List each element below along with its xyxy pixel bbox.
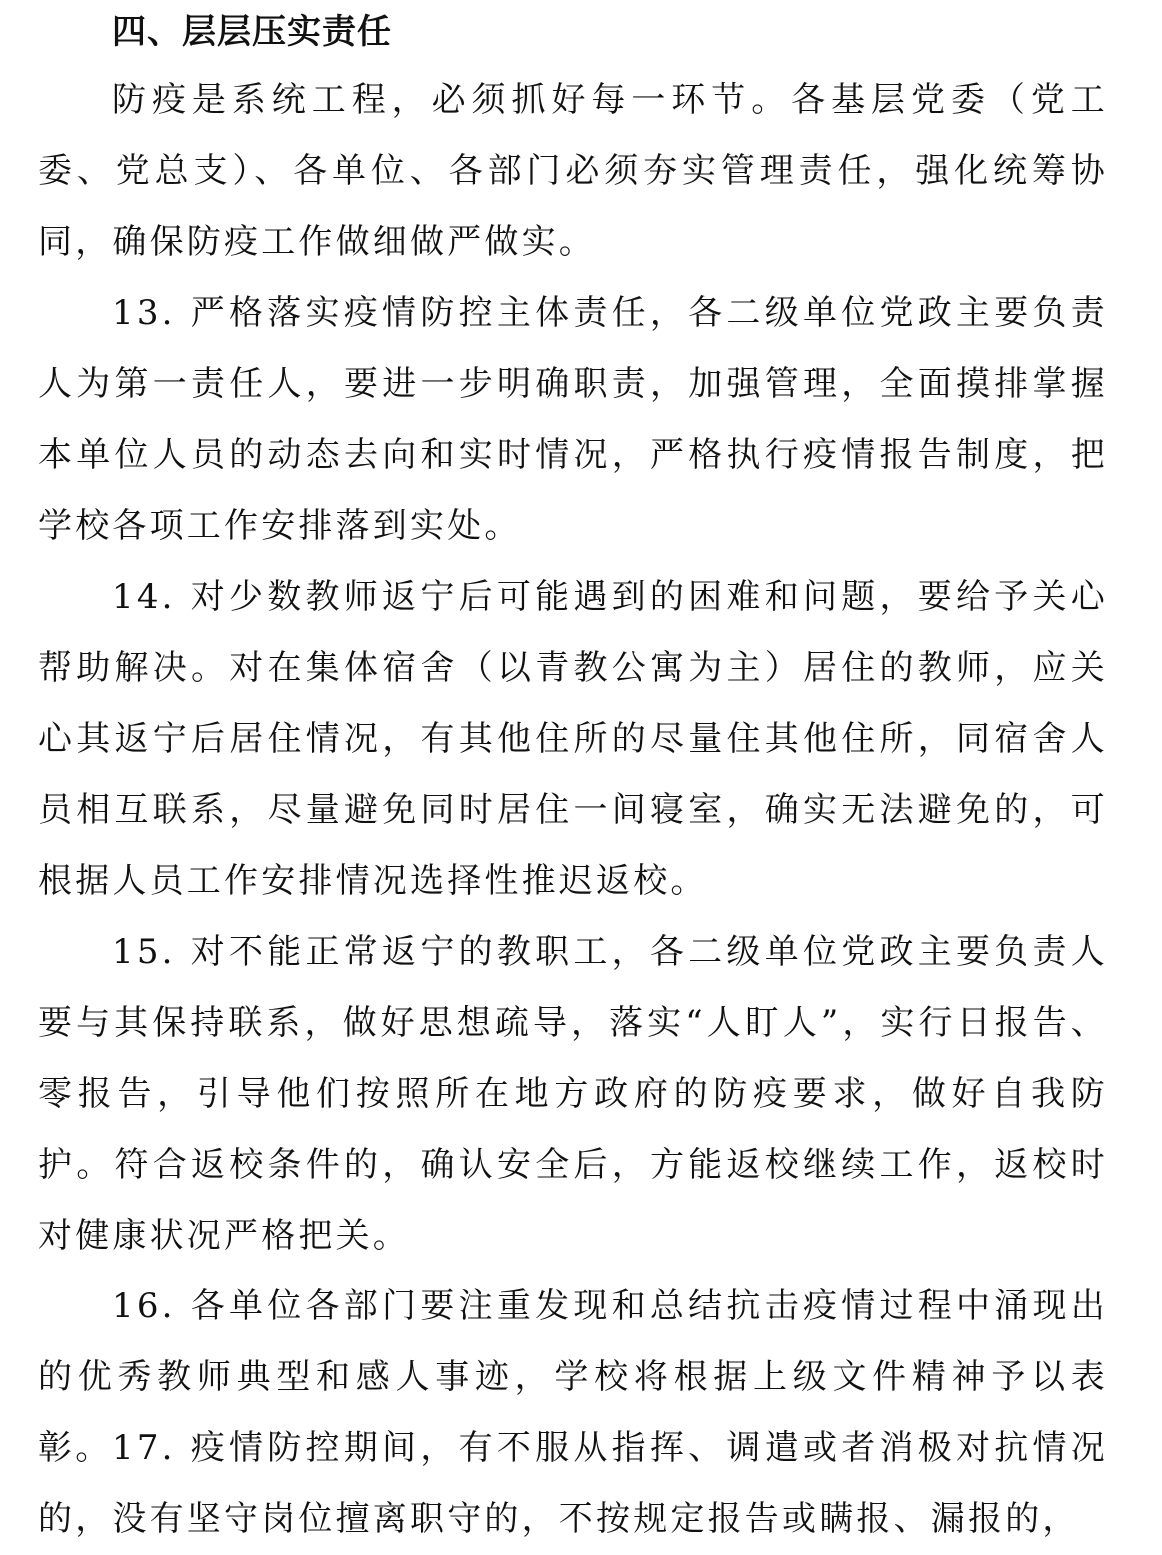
section-heading: 四、层层压实责任 (112, 12, 392, 52)
intro-paragraph: 防疫是系统工程，必须抓好每一环节。各基层党委（党工委、党总支）、各单位、各部门必须夯实管理责任，强化统筹协同，确保防疫工作做细做严做实。 (38, 80, 1108, 262)
item-13-paragraph: 13. 严格落实疫情防控主体责任，各二级单位党政主要负责人为第一责任人，要进一步明确职责，加强管理，全面摸排掌握本单位人员的动态去向和实时情况，严格执行疫情报告制度，把学校各项工作安排落到实处。 (38, 293, 1108, 546)
item-17-paragraph: 17. 疫情防控期间，有不服从指挥、调遣或者消极对抗情况的，没有坚守岗位擅离职守的，不按规定报告或瞒报、漏报的， (38, 1428, 1108, 1539)
item-14-paragraph: 14. 对少数教师返宁后可能遇到的困难和问题，要给予关心帮助解决。对在集体宿舍（以青教公寓为主）居住的教师，应关心其返宁后居住情况，有其他住所的尽量住其他住所，同宿舍人员相互联系，尽量避免同时居住一间寝室，确实无法避免的，可根据人员工作安排情况选择性推迟返校。 (38, 577, 1108, 901)
item-16-paragraph: 16. 各单位各部门要注重发现和总结抗击疫情过程中涌现出的优秀教师典型和感人事迹，学校将根据上级文件精神予以表彰。 (38, 1286, 1108, 1468)
item-15-paragraph: 15. 对不能正常返宁的教职工，各二级单位党政主要负责人要与其保持联系，做好思想疏导，落实“人盯人”，实行日报告、零报告，引导他们按照所在地方政府的防疫要求，做好自我防护。符合返校条件的，确认安全后，方能返校继续工作，返校时对健康状况严格把关。 (38, 932, 1108, 1256)
